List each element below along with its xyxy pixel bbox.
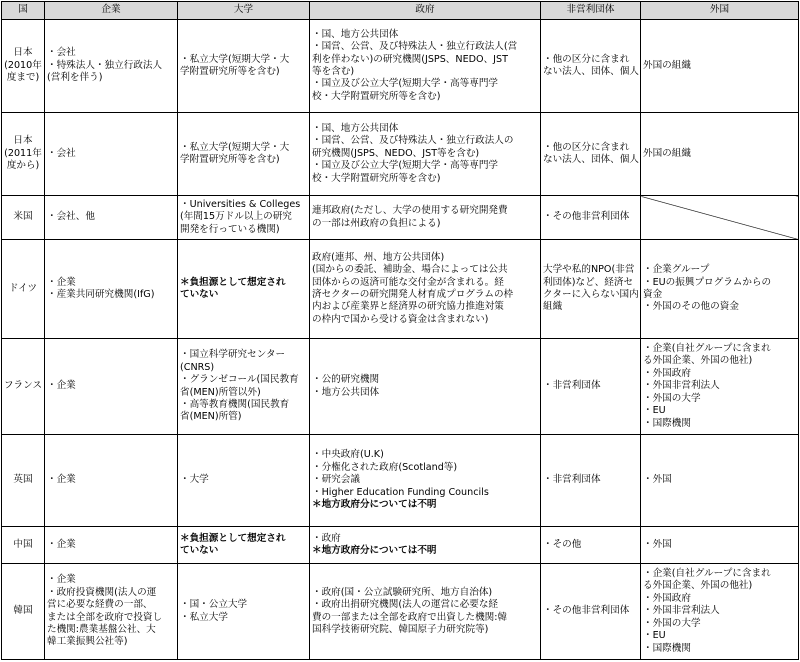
- government-cell: ・中央政府(U.K) ・分権化された政府(Scotland等) ・研究会議 ・Higher Education Funding Councils ＊地方政府分については不明: [310, 435, 541, 527]
- foreign-cell-not-applicable: [641, 196, 799, 240]
- company-cell: ・企業: [45, 435, 178, 527]
- government-cell: 連邦政府(ただし、大学の使用する研究開発費 の一部は州政府の負担による): [310, 196, 541, 240]
- government-cell: ・政府(国・公立試験研究所、地方自治体) ・政府出捐研究機関(法人の運営に必要な経 費の一部または全部を政府で出資した機関:韓 国科学技術研究院、韓国原子力研究院等): [310, 564, 541, 660]
- nonprofit-cell: ・その他非営利団体: [541, 564, 641, 660]
- foreign-cell: ・企業グループ ・EUの振興プログラムからの 資金 ・外国のその他の資金: [641, 240, 799, 339]
- table-row: [2, 240, 799, 339]
- nonprofit-cell: ・他の区分に含まれ ない法人、団体、個人: [541, 113, 641, 196]
- company-cell: ・企業 ・産業共同研究機関(IfG): [45, 240, 178, 339]
- country-cell: フランス: [2, 339, 45, 435]
- header-row: [2, 2, 799, 20]
- university-cell: ＊負担源として想定され ていない: [178, 240, 310, 339]
- country-cell: ドイツ: [2, 240, 45, 339]
- government-cell: 政府(連邦、州、地方公共団体) (国からの委託、補助金、場合によっては公共 団体からの返済可能な交付金が含まれる。経 済セクターの研究開発人材育成プログラムの枠 内および産業界と経済界の研究協力推進対策 の枠内で国から受ける資金は含まれない): [310, 240, 541, 339]
- government-cell: ・国、地方公共団体 ・国営、公営、及び特殊法人・独立行政法人の 研究機関(JSPS、NEDO、JST等を含む) ・国立及び公立大学(短期大学・高等専門学 校・大学附置研究所等を含む): [310, 113, 541, 196]
- country-cell: 英国: [2, 435, 45, 527]
- university-cell: ・国立科学研究センター (CNRS) ・グランゼコール(国民教育 省(MEN)所管以外) ・高等教育機関(国民教育 省(MEN)所管): [178, 339, 310, 435]
- university-cell: ＊負担源として想定され ていない: [178, 527, 310, 564]
- foreign-cell: ・外国: [641, 527, 799, 564]
- university-cell: ・国・公立大学 ・私立大学: [178, 564, 310, 660]
- university-cell: ・Universities & Colleges (年間15万ドル以上の研究 開発を行っている機関): [178, 196, 310, 240]
- government-cell: ・国、地方公共団体 ・国営、公営、及び特殊法人・独立行政法人(営 利を伴わない)の研究機関(JSPS、NEDO、JST 等を含む) ・国立及び公立大学(短期大学・高等専門学 校・大学附置研究所等を含む): [310, 20, 541, 113]
- government-cell: ・公的研究機関 ・地方公共団体: [310, 339, 541, 435]
- rd-funding-source-table: [1, 1, 799, 660]
- foreign-cell: 外国の組織: [641, 113, 799, 196]
- company-cell: ・企業 ・政府投資機関(法人の運 営に必要な経費の一部、 または全部を政府で投資し た機関:農業基盤公社、大 韓工業振興公社等): [45, 564, 178, 660]
- foreign-cell: 外国の組織: [641, 20, 799, 113]
- university-cell: ・大学: [178, 435, 310, 527]
- header-country: 国: [2, 2, 45, 20]
- header-university: 大学: [178, 2, 310, 20]
- country-cell: 米国: [2, 196, 45, 240]
- table-row: [2, 339, 799, 435]
- header-nonprofit: 非営利団体: [541, 2, 641, 20]
- company-cell: ・会社 ・特殊法人・独立行政法人 (営利を伴う): [45, 20, 178, 113]
- nonprofit-cell: 大学や私的NPO(非営 利団体)など、経済セ クターに入らない国内 組織: [541, 240, 641, 339]
- university-cell: ・私立大学(短期大学・大 学附置研究所等を含む): [178, 113, 310, 196]
- company-cell: ・会社: [45, 113, 178, 196]
- country-cell: 韓国: [2, 564, 45, 660]
- university-cell: ・私立大学(短期大学・大 学附置研究所等を含む): [178, 20, 310, 113]
- nonprofit-cell: ・その他: [541, 527, 641, 564]
- table-row: [2, 113, 799, 196]
- nonprofit-cell: ・他の区分に含まれ ない法人、団体、個人: [541, 20, 641, 113]
- header-company: 企業: [45, 2, 178, 20]
- nonprofit-cell: ・非営利団体: [541, 339, 641, 435]
- foreign-cell: ・外国: [641, 435, 799, 527]
- country-cell: 日本 (2011年 度から): [2, 113, 45, 196]
- table-row: [2, 435, 799, 527]
- country-cell: 中国: [2, 527, 45, 564]
- government-cell: ・政府 ＊地方政府分については不明: [310, 527, 541, 564]
- country-cell: 日本 (2010年 度まで): [2, 20, 45, 113]
- table-row: [2, 527, 799, 564]
- table-row: [2, 20, 799, 113]
- company-cell: ・企業: [45, 527, 178, 564]
- foreign-cell: ・企業(自社グループに含まれ る外国企業、外国の他社) ・外国政府 ・外国非営利法人 ・外国の大学 ・EU ・国際機関: [641, 564, 799, 660]
- foreign-cell: ・企業(自社グループに含まれ る外国企業、外国の他社) ・外国政府 ・外国非営利法人 ・外国の大学 ・EU ・国際機関: [641, 339, 799, 435]
- header-foreign: 外国: [641, 2, 799, 20]
- company-cell: ・会社、他: [45, 196, 178, 240]
- company-cell: ・企業: [45, 339, 178, 435]
- table-row: [2, 564, 799, 660]
- nonprofit-cell: ・非営利団体: [541, 435, 641, 527]
- table-row: [2, 196, 799, 240]
- header-government: 政府: [310, 2, 541, 20]
- nonprofit-cell: ・その他非営利団体: [541, 196, 641, 240]
